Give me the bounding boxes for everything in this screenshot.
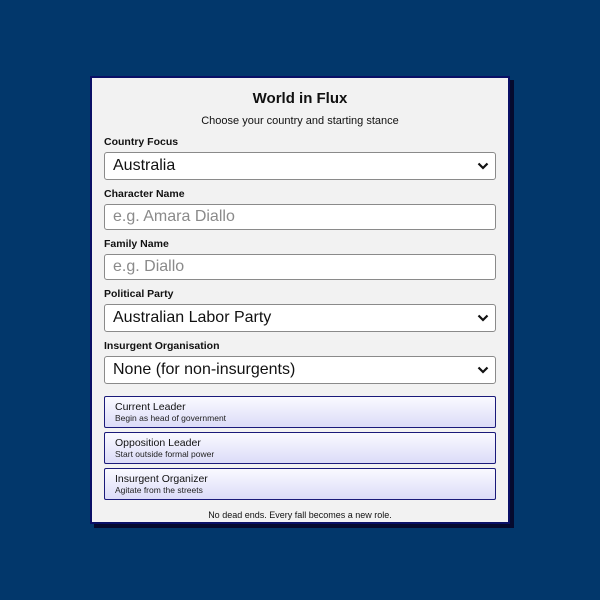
role-title: Current Leader	[115, 401, 186, 413]
page-title: World in Flux	[252, 90, 348, 107]
family-name-label: Family Name	[104, 238, 169, 250]
family-name-input[interactable]	[104, 254, 496, 280]
role-button-opposition-leader[interactable]	[104, 432, 496, 464]
country-select[interactable]	[104, 152, 496, 180]
footer-note: No dead ends. Every fall becomes a new role.	[208, 510, 392, 520]
character-name-label: Character Name	[104, 188, 185, 200]
role-description: Agitate from the streets	[115, 485, 203, 495]
country-label: Country Focus	[104, 136, 179, 148]
insurgent-group	[104, 340, 496, 384]
insurgent-select[interactable]	[104, 356, 496, 384]
insurgent-select-value: None (for non-insurgents)	[113, 361, 296, 378]
country-group	[104, 136, 496, 180]
character-name-group	[104, 188, 496, 230]
role-description: Begin as head of government	[115, 413, 227, 423]
country-select-value: Australia	[113, 157, 176, 174]
chevron-down-icon	[477, 365, 489, 375]
family-name-group	[104, 238, 496, 280]
role-list	[104, 396, 496, 500]
role-title: Opposition Leader	[115, 437, 201, 449]
chevron-down-icon	[477, 313, 489, 323]
setup-panel	[90, 76, 510, 524]
role-description: Start outside formal power	[115, 449, 215, 459]
role-button-insurgent-organizer[interactable]	[104, 468, 496, 500]
insurgent-label: Insurgent Organisation	[104, 340, 220, 352]
party-group	[104, 288, 496, 332]
role-title: Insurgent Organizer	[115, 473, 208, 485]
page-subtitle: Choose your country and starting stance	[201, 115, 399, 127]
party-select[interactable]	[104, 304, 496, 332]
party-select-value: Australian Labor Party	[113, 309, 272, 326]
role-button-current-leader[interactable]	[104, 396, 496, 428]
party-label: Political Party	[104, 288, 174, 300]
chevron-down-icon	[477, 161, 489, 171]
character-name-input[interactable]	[104, 204, 496, 230]
